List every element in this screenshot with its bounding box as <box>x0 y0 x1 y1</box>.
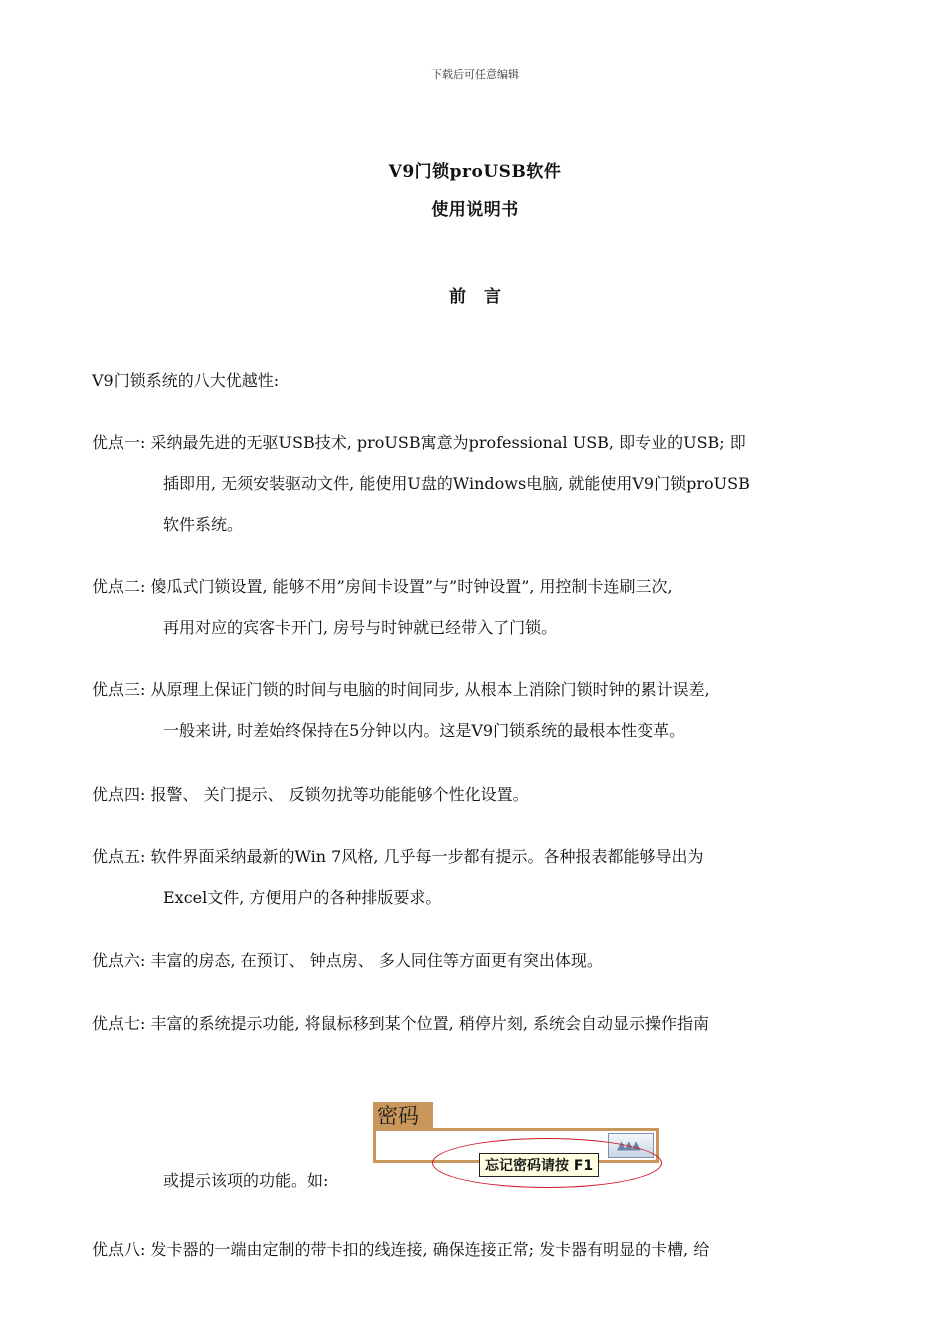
advantage-text: 丰富的房态, 在预订、 钟点房、 多人同住等方面更有突出体现。 <box>145 951 603 970</box>
advantage-label: 优点一: <box>92 433 146 452</box>
section-title: 前 言 <box>449 287 501 307</box>
advantage-text: 丰富的系统提示功能, 将鼠标移到某个位置, 稍停片刻, 系统会自动显示操作指南 <box>145 1014 710 1033</box>
advantage-label: 优点二: <box>92 577 146 596</box>
advantage-label: 优点四: <box>92 785 146 804</box>
example-intro-text: 或提示该项的功能。如: <box>163 1171 329 1190</box>
tooltip-popup: 忘记密码请按 F1 <box>479 1153 599 1177</box>
advantage-label: 优点六: <box>92 951 146 970</box>
intro-paragraph: V9门锁系统的八大优越性: <box>92 371 280 390</box>
advantage-item-2 <box>92 566 862 648</box>
advantage-text: 报警、 关门提示、 反锁勿扰等功能能够个性化设置。 <box>145 785 529 804</box>
advantage-item-3 <box>92 669 862 751</box>
document-subtitle: 使用说明书 <box>431 200 519 220</box>
advantage-item-7 <box>92 1003 862 1044</box>
advantage-label: 优点八: <box>92 1240 146 1259</box>
advantage-item-1 <box>92 422 862 545</box>
page-header: 下载后可任意编辑 <box>431 68 519 81</box>
advantage-text: 软件界面采纳最新的Win 7风格, 几乎每一步都有提示。各种报表都能够导出为 <box>145 847 704 866</box>
advantage-item-5 <box>92 836 862 918</box>
password-field-label: 密码 <box>373 1102 433 1130</box>
advantage-text-continued: 再用对应的宾客卡开门, 房号与时钟就已经带入了门锁。 <box>163 618 558 637</box>
advantage-text: 从原理上保证门锁的时间与电脑的时间同步, 从根本上消除门锁时钟的累计误差, <box>145 680 710 699</box>
advantage-text: 发卡器的一端由定制的带卡扣的线连接, 确保连接正常; 发卡器有明显的卡槽, 给 <box>145 1240 710 1259</box>
advantage-text-continued: 软件系统。 <box>163 515 244 534</box>
advantage-text-continued: 一般来讲, 时差始终保持在5分钟以内。这是V9门锁系统的最根本性变革。 <box>163 721 686 740</box>
advantage-label: 优点三: <box>92 680 146 699</box>
advantage-label: 优点五: <box>92 847 146 866</box>
advantage-item-4 <box>92 774 862 815</box>
advantage-item-6 <box>92 940 862 981</box>
keyboard-icon: ▲▲▲ <box>617 1138 639 1152</box>
advantage-text: 傻瓜式门锁设置, 能够不用”房间卡设置”与”时钟设置”, 用控制卡连刷三次, <box>145 577 673 596</box>
advantage-text: 采纳最先进的无驱USB技术, proUSB寓意为professional USB, 即专业的USB; 即 <box>145 433 746 452</box>
advantage-label: 优点七: <box>92 1014 146 1033</box>
password-tooltip-illustration <box>372 1102 667 1188</box>
advantage-text-continued: 插即用, 无须安装驱动文件, 能使用U盘的Windows电脑, 就能使用V9门锁proUSB <box>163 474 750 493</box>
advantage-text-continued: Excel文件, 方便用户的各种排版要求。 <box>163 888 442 907</box>
advantage-item-8 <box>92 1229 862 1270</box>
document-title: V9门锁proUSB软件 <box>388 162 562 182</box>
